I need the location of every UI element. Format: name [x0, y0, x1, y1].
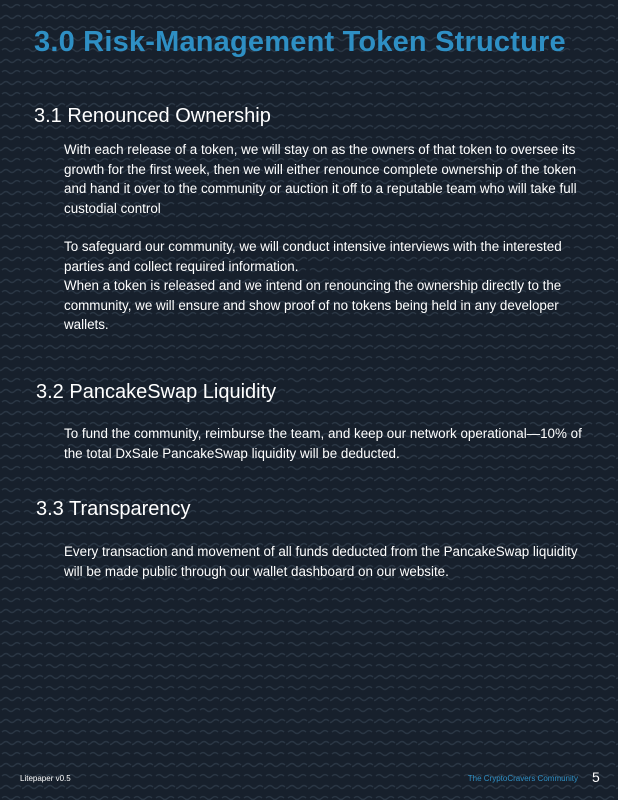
paragraph-transparency: Every transaction and movement of all funds deducted from the PancakeSwap liquidity will be made public through our wallet dashboard on our website.	[64, 544, 578, 579]
section-heading-renounced-ownership: 3.1 Renounced Ownership	[34, 105, 271, 127]
paragraph-renounced-ownership-3: When a token is released and we intend on renouncing the ownership directly to the community, we will ensure and show proof of no tokens being held in any developer wallets.	[64, 278, 562, 333]
paragraph-renounced-ownership-1: With each release of a token, we will stay on as the owners of that token to oversee its growth for the first week, then we will either renounce complete ownership of the token and hand it over to the community or auction it off to a reputable team who will take full custodial control	[64, 142, 577, 216]
paragraph-renounced-ownership-2: To safeguard our community, we will conduct intensive interviews with the interested parties and collect required information.	[64, 239, 562, 274]
section-heading-transparency: 3.3 Transparency	[36, 498, 191, 520]
page-title: 3.0 Risk-Management Token Structure	[34, 26, 566, 58]
footer-version: Litepaper v0.5	[20, 774, 71, 783]
footer-community: The CryptoCravers Community	[467, 774, 578, 783]
section-heading-pancakeswap-liquidity: 3.2 PancakeSwap Liquidity	[36, 381, 277, 403]
page-number: 5	[592, 769, 600, 785]
paragraph-pancakeswap-liquidity: To fund the community, reimburse the team, and keep our network operational—10% of the total DxSale PancakeSwap liquidity will be deducted.	[64, 426, 582, 461]
